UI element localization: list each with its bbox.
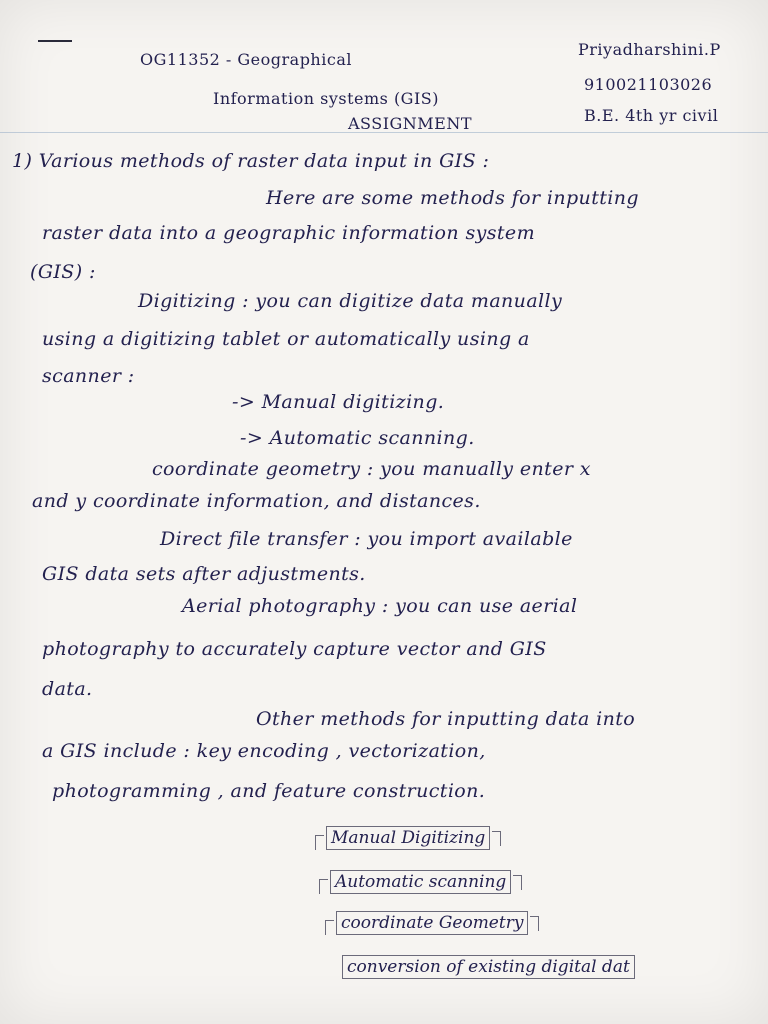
body-line: GIS data sets after adjustments. xyxy=(42,563,366,585)
body-line: (GIS) : xyxy=(30,261,96,283)
body-line: Direct file transfer : you import available xyxy=(160,528,573,550)
boxed-item: Automatic scanning xyxy=(330,870,511,894)
body-line: Digitizing : you can digitize data manually xyxy=(138,290,563,312)
body-line: using a digitizing tablet or automatically using a xyxy=(42,328,530,350)
class-year: B.E. 4th yr civil xyxy=(584,106,719,125)
course-code-title: OG11352 - Geographical xyxy=(140,50,352,69)
register-number: 910021103026 xyxy=(584,75,713,94)
body-line: and y coordinate information, and distances. xyxy=(32,490,481,512)
assignment-label: ASSIGNMENT xyxy=(348,114,473,133)
body-line: scanner : xyxy=(42,365,135,387)
body-line: coordinate geometry : you manually enter x xyxy=(152,458,591,480)
body-line: photography to accurately capture vector and GIS xyxy=(42,638,547,660)
body-line: -> Automatic scanning. xyxy=(240,427,475,449)
body-line: data. xyxy=(42,678,93,700)
body-line: Other methods for inputting data into xyxy=(256,708,636,730)
student-name: Priyadharshini.P xyxy=(578,40,721,59)
top-dash xyxy=(38,40,72,42)
body-line: 1) Various methods of raster data input in GIS : xyxy=(12,150,490,172)
boxed-item: coordinate Geometry xyxy=(336,911,528,935)
subject-title: Information systems (GIS) xyxy=(213,89,439,108)
body-line: a GIS include : key encoding , vectorization, xyxy=(42,740,486,762)
body-line: Here are some methods for inputting xyxy=(266,187,639,209)
body-line: Aerial photography : you can use aerial xyxy=(182,595,578,617)
body-line: photogramming , and feature construction. xyxy=(52,780,486,802)
body-line: raster data into a geographic information system xyxy=(42,222,535,244)
boxed-item: conversion of existing digital dat xyxy=(342,955,635,979)
boxed-item: Manual Digitizing xyxy=(326,826,490,850)
body-line: -> Manual digitizing. xyxy=(232,391,445,413)
